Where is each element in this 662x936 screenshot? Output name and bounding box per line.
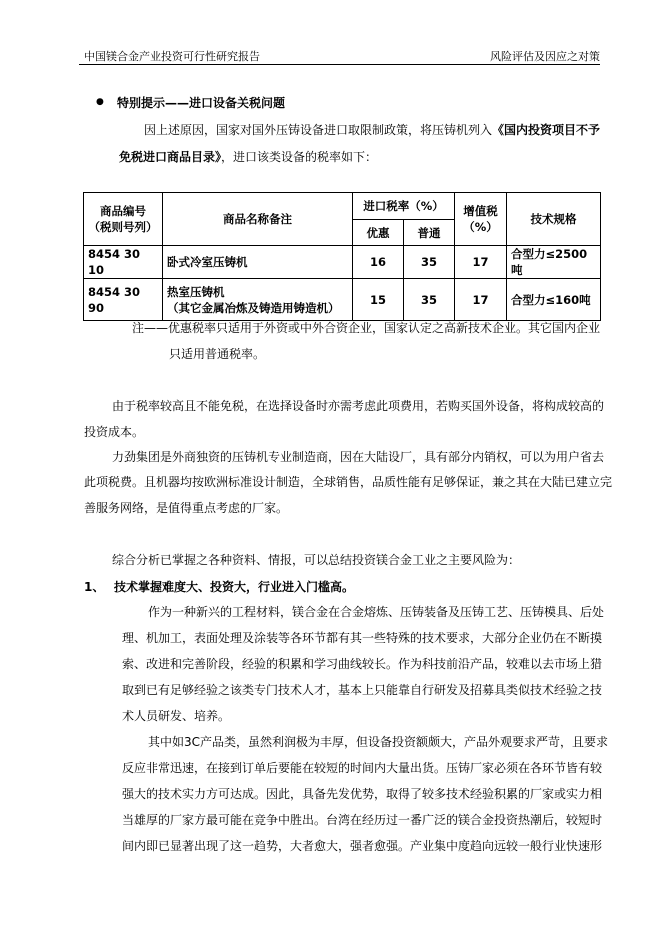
risk-title: 技术掌握难度大、投资大，行业进入门槛高。	[114, 580, 355, 594]
row-normal: 35	[404, 246, 455, 279]
risk-number: 1、	[84, 580, 105, 594]
risk-p2-line: 反应非常迅速，在接到订单后要能在较短的时间内大量出货。压铸厂家必须在各环节皆有较	[122, 761, 603, 775]
code-header-line-1: 商品编号	[100, 204, 146, 218]
row-name-line-1: 热室压铸机	[167, 284, 225, 299]
col-header-normal: 普通	[404, 220, 455, 246]
cost-para-line-2: 投资成本。	[84, 425, 145, 439]
col-header-import-tax: 进口税率（%）	[353, 193, 455, 220]
col-header-spec: 技术规格	[507, 193, 601, 246]
row-normal: 35	[404, 279, 455, 321]
risk-p2-line: 其中如3C产品类，虽然利润极为丰厚，但设备投资额颇大，产品外观要求严苛，且要求	[148, 735, 609, 749]
row-name	[163, 279, 353, 321]
col-header-code	[84, 193, 163, 246]
risk-p1-line: 作为一种新兴的工程材料，镁合金在合金熔炼、压铸装备及压铸工艺、压铸模具、后处	[148, 605, 605, 619]
row-code: 8454 30 10	[84, 246, 163, 279]
header-left-title: 中国镁合金产业投资可行性研究报告	[84, 50, 260, 63]
note-line-1: 注——优惠税率只适用于外资或中外合资企业，国家认定之高新技术企业。其它国内企业	[132, 321, 601, 335]
row-spec: 合型力≤2500吨	[507, 246, 601, 279]
table-row	[84, 279, 601, 321]
row-vat: 17	[455, 279, 507, 321]
row-code: 8454 30 90	[84, 279, 163, 321]
row-spec: 合型力≤160吨	[507, 279, 601, 321]
special-para-line-2	[119, 148, 377, 165]
cost-para-line-1: 由于税率较高且不能免税，在选择设备时亦需考虑此项费用，若购买国外设备，将构成较高的	[112, 399, 605, 413]
risk-p1-line: 取到已有足够经验之该类专门技术人才，基本上只能靠自行研发及招募具类似技术经验之技	[122, 683, 603, 697]
risk-p1-line: 理、机加工，表面处理及涂装等各环节都有其一些特殊的技术要求，大部分企业仍在不断摸	[122, 631, 603, 645]
header-right-title: 风险评估及因应之对策	[490, 50, 600, 63]
catalog-name-part-1: 《国内投资项目不予	[492, 123, 601, 137]
row-pref: 15	[353, 279, 404, 321]
risk-p2-line: 当雄厚的厂家方最可能在竞争中胜出。台湾在经历过一番广泛的镁合金投资热潮后，较短时	[122, 813, 603, 827]
code-header-line-2: （税则号列）	[88, 220, 158, 234]
risk-p1-line: 术人员研发、培养。	[122, 709, 231, 723]
special-para-line-1	[144, 121, 600, 138]
vat-header-line-2: （%）	[463, 220, 498, 234]
lijin-para-line-1: 力劲集团是外商独资的压铸机专业制造商，因在大陆设厂，具有部分内销权，可以为用户省去	[112, 450, 605, 464]
special-para-text: 因上述原因，国家对国外压铸设备进口取限制政策，将压铸机列入	[144, 123, 493, 137]
header-rule	[79, 64, 600, 65]
special-para-text-2: ，进口该类设备的税率如下：	[221, 150, 378, 164]
lijin-para-line-2: 此项税费。且机器均按欧洲标准设计制造，全球销售，品质性能有足够保证，兼之其在大陆已建立完	[84, 475, 613, 489]
row-vat: 17	[455, 246, 507, 279]
risk-p1-line: 索、改进和完善阶段，经验的积累和学习曲线较长。作为科技前沿产品，较难以去市场上猎	[122, 657, 603, 671]
catalog-name-part-2: 免税进口商品目录》	[119, 150, 222, 164]
table-header-row	[84, 193, 601, 220]
tax-rate-table	[83, 192, 601, 321]
col-header-pref: 优惠	[353, 220, 404, 246]
note-line-2: 只适用普通税率。	[169, 347, 266, 361]
bullet-icon: ●	[96, 97, 104, 107]
special-title: 特别提示——进口设备关税问题	[117, 96, 286, 110]
col-header-name: 商品名称备注	[163, 193, 353, 246]
row-name: 卧式冷室压铸机	[163, 246, 353, 279]
row-pref: 16	[353, 246, 404, 279]
risk-p2-line: 间内即已显著出现了这一趋势，大者愈大，强者愈强。产业集中度趋向远较一般行业快速形	[122, 839, 603, 853]
table-row	[84, 246, 601, 279]
vat-header-line-1: 增值税	[463, 204, 498, 218]
col-header-vat	[455, 193, 507, 246]
risk-p2-line: 强大的技术实力方可达成。因此，具备先发优势，取得了较多技术经验积累的厂家或实力相	[122, 787, 603, 801]
summary-line: 综合分析已掌握之各种资料、情报，可以总结投资镁合金工业之主要风险为：	[112, 553, 521, 567]
row-name-line-2: （其它金属冶炼及铸造用铸造机）	[167, 300, 340, 315]
lijin-para-line-3: 善服务网络，是值得重点考虑的厂家。	[84, 501, 289, 515]
